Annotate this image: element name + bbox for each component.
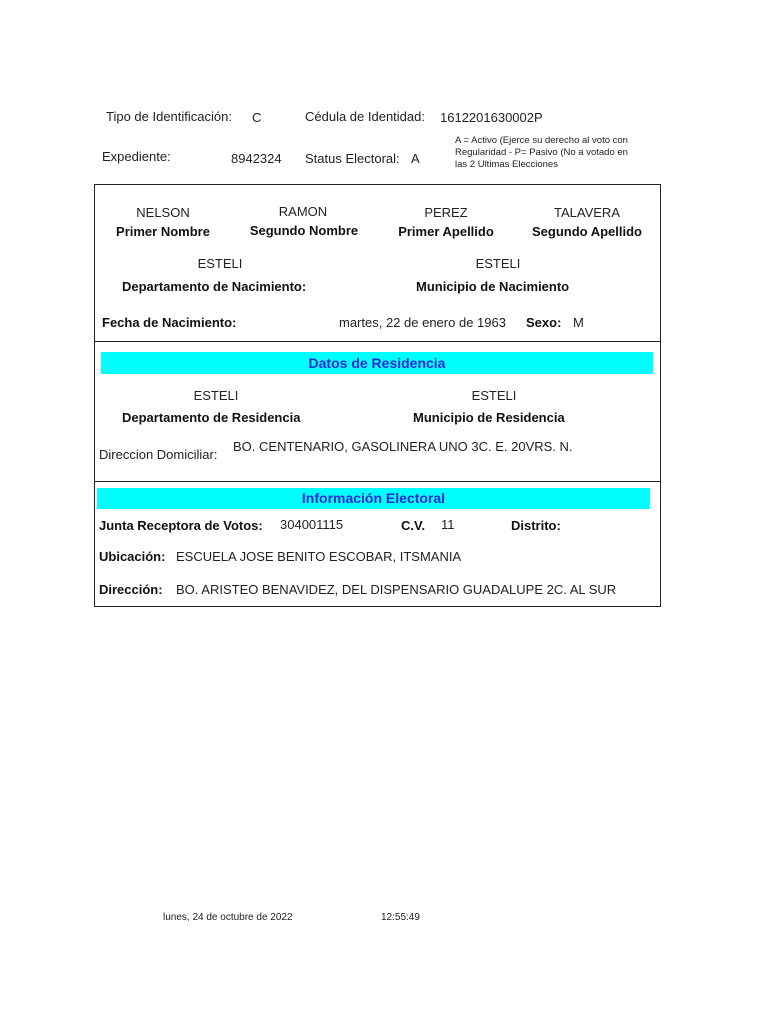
- municipio-residencia-value: ESTELI: [471, 388, 517, 403]
- segundo-apellido-value: TALAVERA: [554, 205, 620, 220]
- junta-receptora-label: Junta Receptora de Votos:: [99, 518, 263, 533]
- primer-nombre-value: NELSON: [136, 205, 190, 220]
- tipo-identificacion-value: C: [252, 110, 262, 125]
- direccion-electoral-value: BO. ARISTEO BENAVIDEZ, DEL DISPENSARIO GUADALUPE 2C. AL SUR: [176, 582, 617, 597]
- cv-value: 11: [441, 517, 455, 532]
- tipo-identificacion-label: Tipo de Identificación:: [106, 109, 232, 124]
- fecha-nacimiento-value: martes, 22 de enero de 1963: [339, 315, 506, 330]
- direccion-electoral-label: Dirección:: [99, 582, 163, 597]
- fecha-nacimiento-label: Fecha de Nacimiento:: [102, 315, 237, 330]
- departamento-nacimiento-label: Departamento de Nacimiento:: [122, 279, 307, 294]
- status-note-line3: las 2 Ultimas Elecciones: [455, 159, 558, 170]
- sexo-value: M: [573, 315, 584, 330]
- departamento-nacimiento-value: ESTELI: [197, 256, 243, 271]
- ubicacion-label: Ubicación:: [99, 549, 166, 564]
- informacion-electoral-title: Información Electoral: [97, 488, 650, 509]
- distrito-label: Distrito:: [511, 518, 561, 533]
- cv-label: C.V.: [401, 518, 426, 533]
- expediente-value: 8942324: [231, 151, 282, 166]
- municipio-nacimiento-label: Municipio de Nacimiento: [416, 279, 570, 294]
- footer-date: lunes, 24 de octubre de 2022: [163, 912, 293, 923]
- direccion-domiciliar-label: Direccion Domiciliar:: [99, 447, 218, 462]
- status-note-line1: A = Activo (Ejerce su derecho al voto con: [455, 135, 628, 146]
- departamento-residencia-label: Departamento de Residencia: [122, 410, 301, 425]
- junta-receptora-value: 304001115: [280, 517, 344, 532]
- cedula-label: Cédula de Identidad:: [305, 109, 425, 124]
- status-electoral-value: A: [411, 151, 420, 166]
- departamento-residencia-value: ESTELI: [193, 388, 239, 403]
- municipio-nacimiento-value: ESTELI: [475, 256, 521, 271]
- direccion-domiciliar-value: BO. CENTENARIO, GASOLINERA UNO 3C. E. 20VRS. N.: [233, 439, 573, 454]
- footer-time: 12:55:49: [381, 912, 420, 923]
- municipio-residencia-label: Municipio de Residencia: [413, 410, 565, 425]
- status-note-line2: Regularidad - P= Pasivo (No a votado en: [455, 147, 628, 158]
- segundo-apellido-label: Segundo Apellido: [531, 224, 642, 239]
- datos-residencia-title: Datos de Residencia: [101, 352, 653, 374]
- expediente-label: Expediente:: [102, 149, 171, 164]
- sexo-label: Sexo:: [526, 315, 562, 330]
- primer-apellido-value: PEREZ: [424, 205, 468, 220]
- status-electoral-label: Status Electoral:: [305, 151, 400, 166]
- segundo-nombre-value: RAMON: [278, 204, 328, 219]
- primer-nombre-label: Primer Nombre: [116, 224, 210, 239]
- ubicacion-value: ESCUELA JOSE BENITO ESCOBAR, ITSMANIA: [176, 549, 462, 564]
- cedula-value: 1612201630002P: [440, 110, 543, 125]
- status-note: [455, 135, 628, 171]
- primer-apellido-label: Primer Apellido: [398, 224, 494, 239]
- segundo-nombre-label: Segundo Nombre: [249, 223, 359, 238]
